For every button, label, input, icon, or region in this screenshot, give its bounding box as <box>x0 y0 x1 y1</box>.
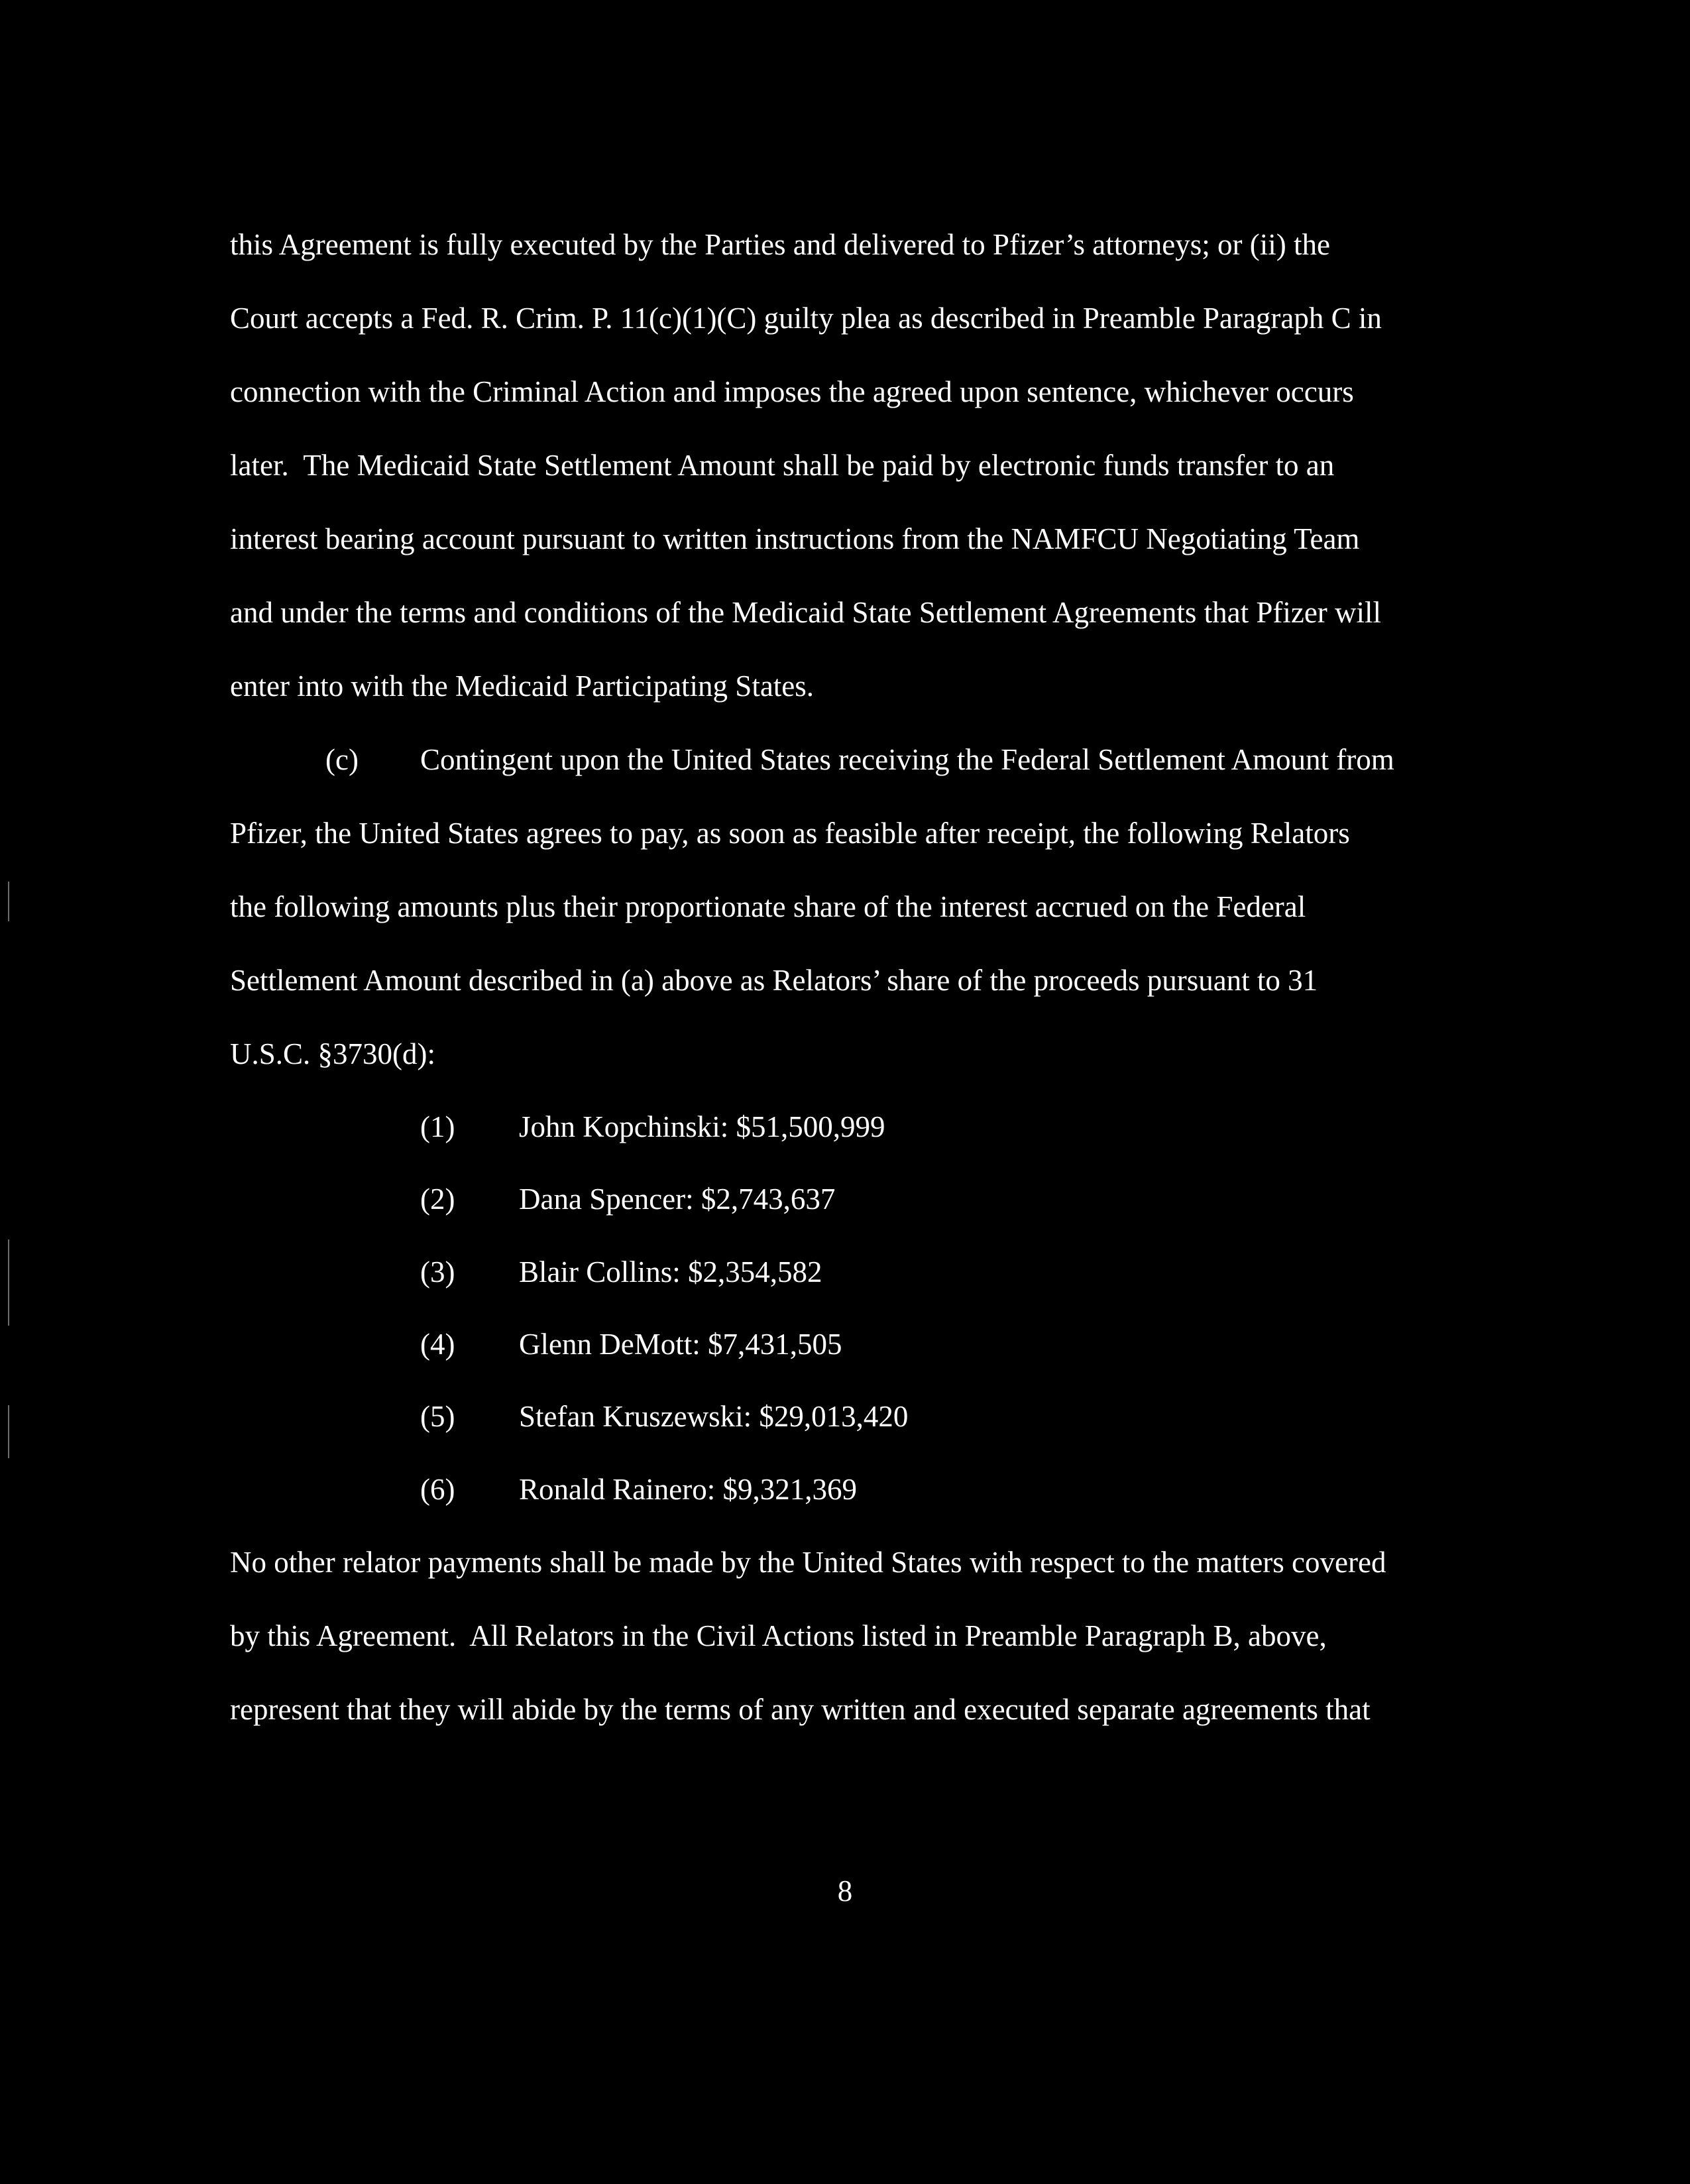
scan-mark <box>8 1405 9 1458</box>
body-line: represent that they will abide by the terms of any written and executed separate agreements that <box>230 1693 1371 1726</box>
scan-mark <box>8 1239 9 1326</box>
body-line: enter into with the Medicaid Participating States. <box>230 669 815 703</box>
body-line: Contingent upon the United States receiving the Federal Settlement Amount from <box>420 743 1394 776</box>
body-line: Pfizer, the United States agrees to pay, as soon as feasible after receipt, the following Relators <box>230 817 1350 850</box>
body-line: No other relator payments shall be made by the United States with respect to the matters covered <box>230 1546 1386 1579</box>
page-number: 8 <box>837 1874 853 1908</box>
list-item-text: Dana Spencer: $2,743,637 <box>519 1182 836 1216</box>
body-line: connection with the Criminal Action and imposes the agreed upon sentence, whichever occurs <box>230 375 1354 408</box>
body-line: the following amounts plus their proportionate share of the interest accrued on the Federal <box>230 890 1306 923</box>
list-item-text: John Kopchinski: $51,500,999 <box>519 1110 885 1143</box>
scan-mark <box>8 882 9 921</box>
body-line: Court accepts a Fed. R. Crim. P. 11(c)(1)(C) guilty plea as described in Preamble Paragraph C in <box>230 302 1382 335</box>
body-line: interest bearing account pursuant to written instructions from the NAMFCU Negotiating Team <box>230 522 1360 555</box>
body-line: by this Agreement. All Relators in the Civil Actions listed in Preamble Paragraph B, above, <box>230 1619 1327 1652</box>
body-line: later. The Medicaid State Settlement Amount shall be paid by electronic funds transfer to an <box>230 449 1335 482</box>
list-item-text: Ronald Rainero: $9,321,369 <box>519 1473 857 1506</box>
body-line: this Agreement is fully executed by the Parties and delivered to Pfizer’s attorneys; or (ii) the <box>230 228 1330 261</box>
list-item-text: Stefan Kruszewski: $29,013,420 <box>519 1400 909 1433</box>
body-line: and under the terms and conditions of the Medicaid State Settlement Agreements that Pfizer will <box>230 596 1382 629</box>
body-line: U.S.C. §3730(d): <box>230 1037 436 1070</box>
list-item-number: (3) <box>420 1255 455 1289</box>
list-item-number: (4) <box>420 1328 455 1361</box>
body-line: Settlement Amount described in (a) above as Relators’ share of the proceeds pursuant to 31 <box>230 964 1318 997</box>
list-item-number: (2) <box>420 1182 455 1216</box>
list-item-number: (5) <box>420 1400 455 1433</box>
list-item-text: Blair Collins: $2,354,582 <box>519 1255 822 1289</box>
list-item-number: (6) <box>420 1473 455 1506</box>
paragraph-label: (c) <box>325 743 359 776</box>
list-item-text: Glenn DeMott: $7,431,505 <box>519 1328 842 1361</box>
list-item-number: (1) <box>420 1110 455 1143</box>
